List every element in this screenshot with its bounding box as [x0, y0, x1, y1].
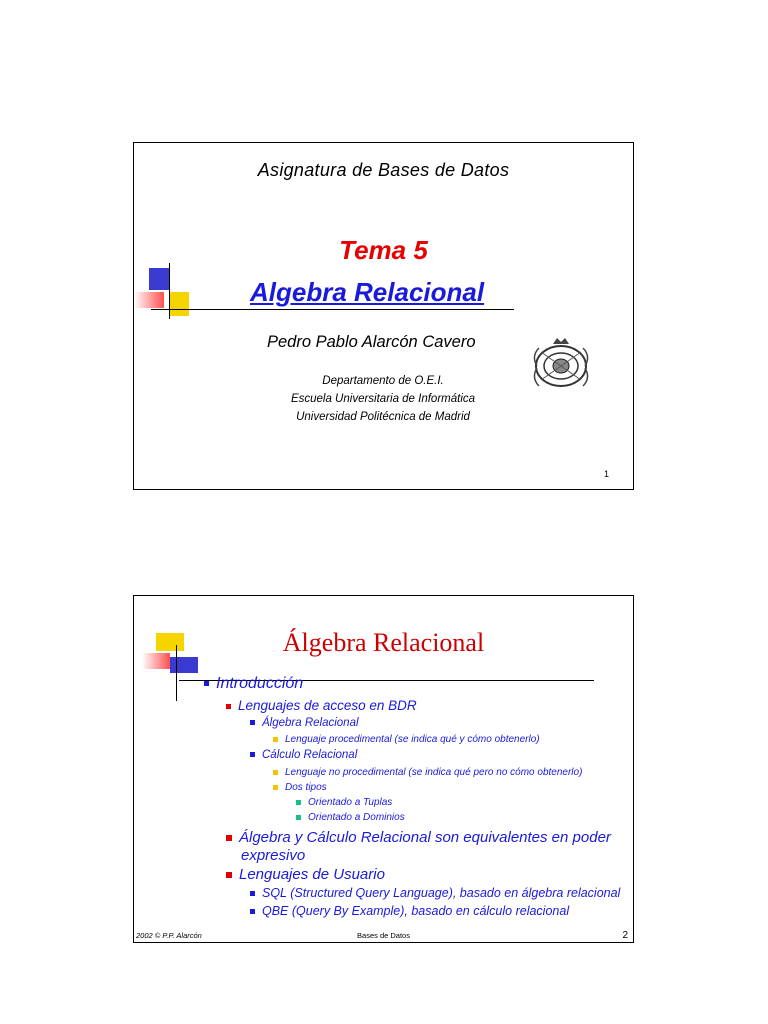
list-item: Lenguajes de acceso en BDR: [226, 698, 417, 713]
list-item: Álgebra y Cálculo Relacional son equivalentes en poder expresivo: [226, 829, 646, 865]
list-item: Orientado a Tuplas: [296, 797, 392, 808]
footer-course: Bases de Datos: [357, 931, 410, 940]
footer-author: 2002 © P.P. Alarcón: [136, 931, 202, 940]
list-item: Lenguaje procedimental (se indica qué y cómo obtenerlo): [273, 734, 540, 745]
page-number: 2: [622, 930, 628, 941]
slide-2: [133, 595, 634, 943]
list-item: Orientado a Dominios: [296, 812, 405, 823]
slide-title: Algebra Relacional: [250, 277, 485, 307]
list-item: QBE (Query By Example), basado en cálculo relacional: [250, 904, 569, 918]
university-line: Universidad Politécnica de Madrid: [296, 411, 470, 423]
department-info: [254, 372, 512, 426]
author-name: Pedro Pablo Alarcón Cavero: [267, 333, 476, 351]
list-item: Introducción: [204, 675, 303, 693]
slide-1: [133, 142, 634, 490]
page-number: 1: [603, 469, 609, 479]
title-rule: [194, 309, 514, 310]
topic-number: Tema 5: [339, 235, 428, 265]
list-item: Lenguaje no procedimental (se indica qué pero no cómo obtenerlo): [273, 767, 582, 778]
department-line: Departamento de O.E.I.: [322, 375, 444, 387]
slide-decoration: [134, 265, 204, 325]
course-name: Asignatura de Bases de Datos: [257, 160, 510, 180]
slide-title: Álgebra Relacional: [282, 628, 485, 657]
list-item: Lenguajes de Usuario: [226, 866, 385, 884]
list-item: SQL (Structured Query Language), basado en álgebra relacional: [250, 886, 620, 900]
university-seal-icon: [527, 336, 595, 394]
list-item: Dos tipos: [273, 782, 327, 793]
list-item: Cálculo Relacional: [250, 749, 357, 761]
list-item: Álgebra Relacional: [250, 717, 359, 729]
school-line: Escuela Universitaria de Informática: [290, 393, 476, 405]
